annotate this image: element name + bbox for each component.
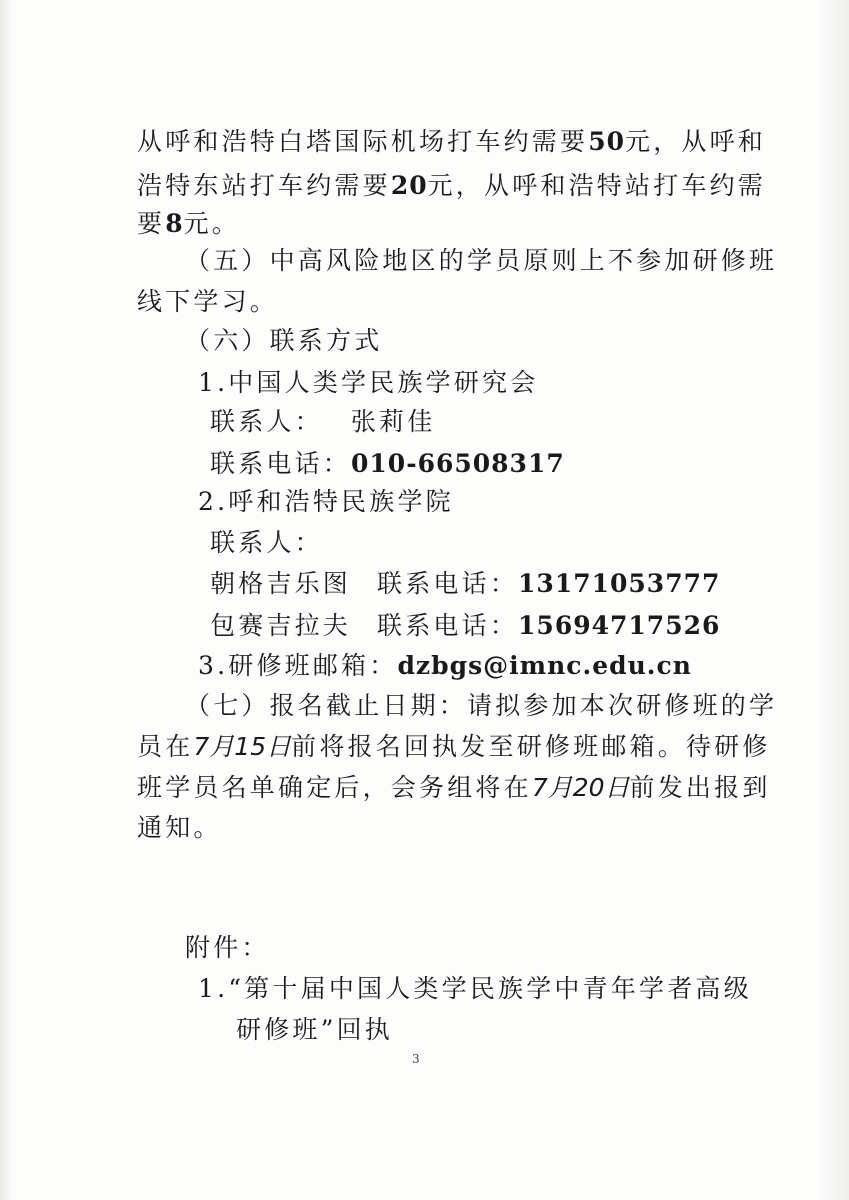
org1-name: 1.中国人类学民族学研究会 bbox=[198, 368, 539, 397]
transport-text: 元，从呼和 bbox=[625, 127, 767, 156]
transport-line-1 bbox=[137, 126, 766, 158]
transport-text: 从呼和浩特白塔国际机场打车约需要 bbox=[137, 127, 589, 156]
item7-text: 前将报名回执发至研修班邮箱。待研修 bbox=[291, 732, 771, 761]
taxi-fare-airport: 50 bbox=[588, 127, 625, 156]
transport-text: 元，从呼和浩特站打车约需 bbox=[427, 171, 767, 200]
phone-label: 联系电话： bbox=[210, 449, 352, 478]
attachment-1-line-2: 研修班”回执 bbox=[236, 1015, 393, 1044]
item7-line-4: 通知。 bbox=[137, 813, 222, 842]
transport-line-3 bbox=[137, 208, 240, 240]
item5-line-1: （五）中高风险地区的学员原则上不参加研修班 bbox=[185, 246, 778, 275]
scan-edge-left bbox=[0, 0, 14, 1200]
phone-label: 联系电话： bbox=[377, 611, 519, 640]
phone-number: 13171053777 bbox=[518, 569, 721, 598]
item7-line-2 bbox=[137, 731, 771, 763]
phone-number: 15694717526 bbox=[518, 611, 721, 640]
phone-label: 联系电话： bbox=[377, 569, 519, 598]
phone-number: 010-66508317 bbox=[351, 449, 565, 478]
item6-heading: （六）联系方式 bbox=[185, 326, 383, 355]
transport-text: 元。 bbox=[183, 209, 241, 238]
org2-name: 2.呼和浩特民族学院 bbox=[198, 487, 454, 516]
transport-text: 浩特东站打车约需要 bbox=[137, 171, 391, 200]
transport-text: 要 bbox=[137, 209, 166, 238]
org1-contact bbox=[210, 406, 435, 438]
attachments-heading: 附件： bbox=[185, 933, 270, 962]
attachment-1-line-1: 1.“第十届中国人类学民族学中青年学者高级 bbox=[198, 974, 752, 1003]
handwritten-date: 7月15日 bbox=[193, 732, 292, 761]
item7-text: 员在 bbox=[137, 732, 194, 761]
item5-line-2: 线下学习。 bbox=[137, 287, 279, 316]
scan-edge-right bbox=[819, 0, 849, 1200]
email-label: 3.研修班邮箱： bbox=[198, 651, 398, 680]
item7-line-1: （七）报名截止日期：请拟参加本次研修班的学 bbox=[185, 691, 778, 720]
contact-name: 朝格吉乐图 bbox=[210, 569, 352, 598]
contact-person-2 bbox=[210, 610, 720, 642]
contact-name: 张莉佳 bbox=[350, 407, 436, 436]
item7-line-3 bbox=[137, 772, 771, 804]
page-number: 3 bbox=[412, 1052, 420, 1066]
item7-text: 班学员名单确定后，会务组将在 bbox=[137, 773, 532, 802]
taxi-fare-east-station: 20 bbox=[390, 171, 428, 200]
org2-contact-label: 联系人： bbox=[210, 528, 323, 557]
handwritten-date: 7月20日 bbox=[531, 773, 630, 802]
contact-name: 包赛吉拉夫 bbox=[210, 611, 352, 640]
contact-person-1 bbox=[210, 568, 720, 600]
org1-phone bbox=[210, 448, 565, 480]
contact-label: 联系人： bbox=[210, 407, 323, 436]
item7-text: 前发出报到 bbox=[629, 773, 771, 802]
email-address: dzbgs@imnc.edu.cn bbox=[397, 651, 692, 680]
transport-line-2 bbox=[137, 170, 766, 202]
email-line bbox=[198, 650, 692, 682]
taxi-fare-station: 8 bbox=[165, 209, 184, 238]
